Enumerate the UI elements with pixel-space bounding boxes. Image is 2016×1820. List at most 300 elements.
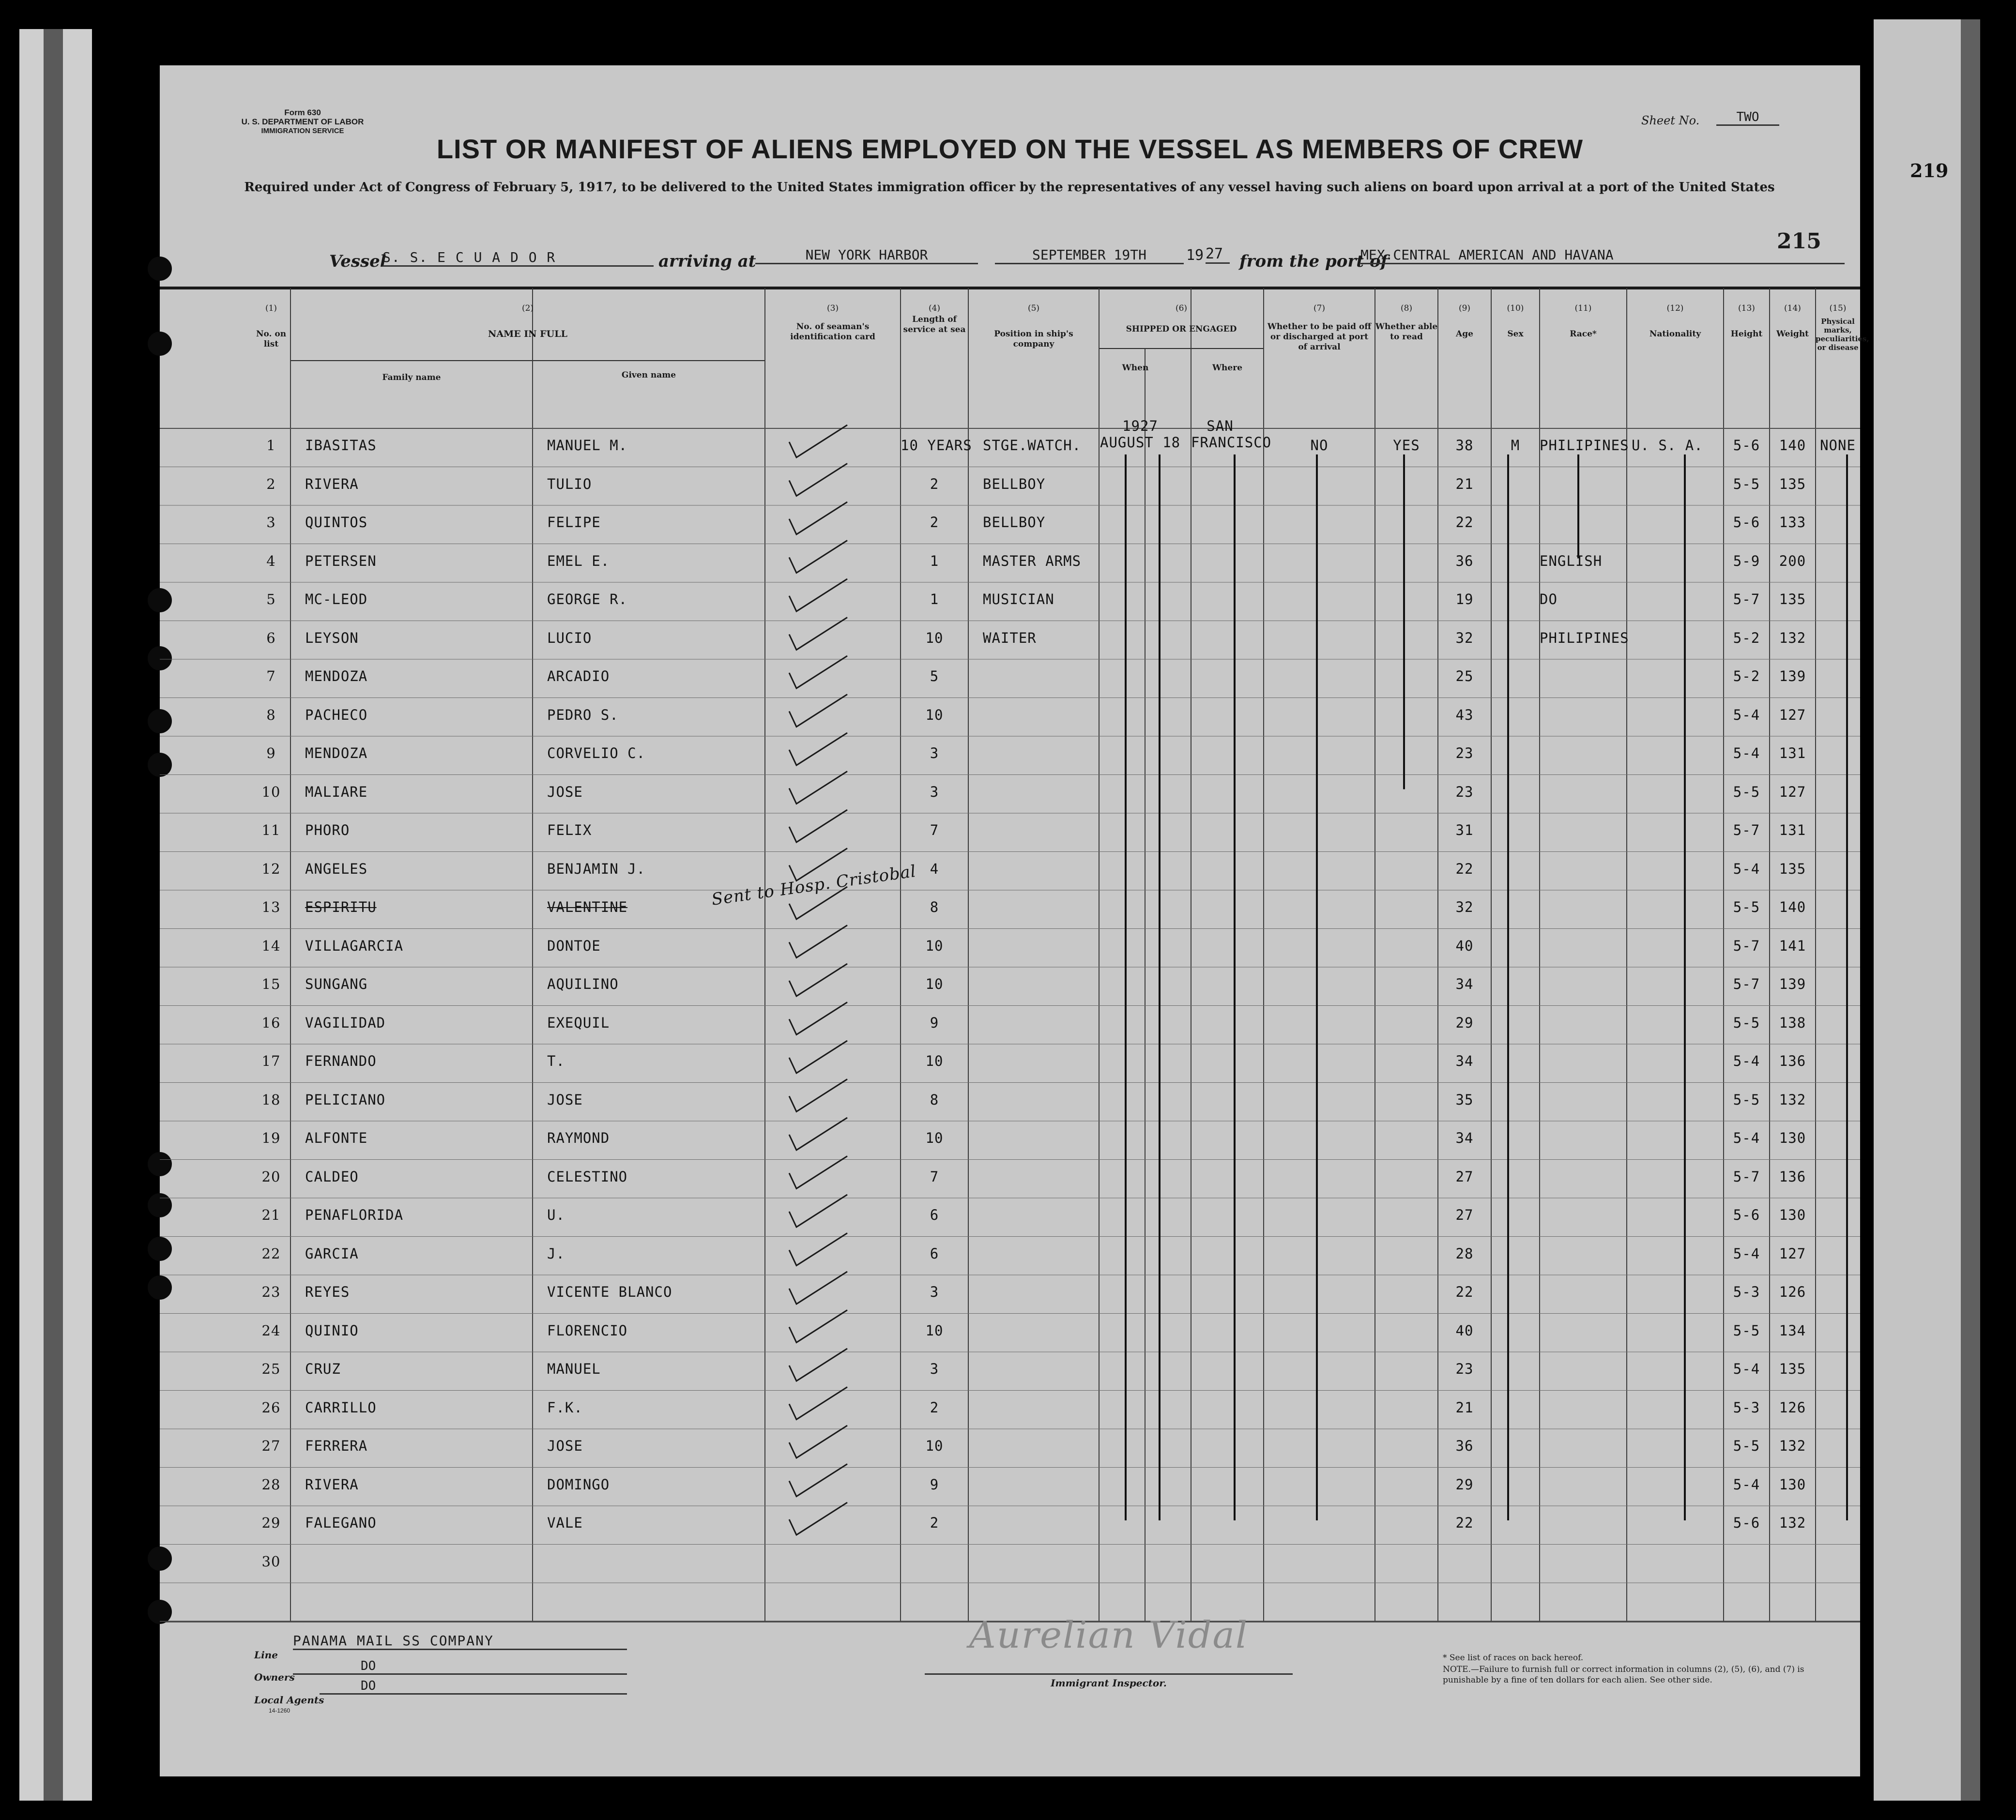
id-card-check-mark (789, 1195, 847, 1227)
cell-weight: 132 (1779, 629, 1806, 646)
cell-given: J. (547, 1245, 565, 1262)
cell-no: 28 (261, 1476, 281, 1493)
cell-given: F.K. (547, 1399, 583, 1416)
cell-service: 3 (930, 745, 939, 761)
id-card-check-mark (789, 1272, 847, 1304)
cell-age: 32 (1455, 899, 1474, 915)
manifest-title: LIST OR MANIFEST OF ALIENS EMPLOYED ON THE VESSEL AS MEMBERS OF CREW (436, 134, 1584, 164)
right-page-edge (1874, 19, 1961, 1801)
left-binding-shadow (44, 29, 63, 1801)
cell-service: 9 (930, 1014, 939, 1031)
cell-age: 22 (1455, 1515, 1474, 1531)
cell-weight: 135 (1779, 1361, 1806, 1377)
vessel-label: Vessel (329, 252, 386, 271)
cell-weight: 133 (1779, 514, 1806, 531)
cell-when-year: 1927 (1122, 418, 1158, 434)
inspector-label: Immigrant Inspector. (1051, 1677, 1167, 1689)
id-card-check-mark (789, 1310, 847, 1343)
cell-family: PHORO (305, 822, 350, 838)
cell-age: 38 (1455, 437, 1474, 454)
cell-family: VILLAGARCIA (305, 937, 404, 954)
col14-number: (14) (1784, 303, 1801, 313)
cell-no: 9 (266, 745, 276, 761)
cell-race: ENGLISH (1540, 552, 1603, 569)
cell-age: 35 (1455, 1091, 1474, 1108)
cell-weight: 135 (1779, 591, 1806, 607)
cell-height: 5-4 (1733, 706, 1760, 723)
cell-weight: 141 (1779, 937, 1806, 954)
cell-age: 28 (1455, 1245, 1474, 1262)
cell-family: REYES (305, 1284, 350, 1300)
cell-height: 5-4 (1733, 745, 1760, 761)
col8-number: (8) (1400, 303, 1413, 313)
cell-height: 5-5 (1733, 1091, 1760, 1108)
cell-weight: 126 (1779, 1399, 1806, 1416)
col15-header: Physical marks, peculiarities, or disease (1816, 317, 1869, 352)
cell-family: PENAFLORIDA (305, 1207, 404, 1223)
cell-nationality: U. S. A. (1632, 437, 1703, 454)
cell-weight: 140 (1779, 899, 1806, 915)
cell-no: 22 (261, 1245, 281, 1262)
cell-position: WAITER (983, 629, 1037, 646)
form-number: Form 630 (284, 108, 321, 117)
cell-service: 10 (925, 1130, 944, 1146)
cell-no: 14 (261, 937, 281, 954)
cell-height: 5-9 (1733, 552, 1760, 569)
cell-given: DONTOE (547, 937, 601, 954)
cell-weight: 200 (1779, 552, 1806, 569)
cell-family: QUINTOS (305, 514, 368, 531)
cell-age: 40 (1455, 937, 1474, 954)
cell-no: 20 (261, 1168, 281, 1185)
cell-no: 26 (261, 1399, 281, 1416)
col9-header: Age (1456, 329, 1473, 339)
cell-age: 32 (1455, 629, 1474, 646)
cell-service: 6 (930, 1245, 939, 1262)
cell-position: MASTER ARMS (983, 552, 1082, 569)
cell-service: 10 (925, 706, 944, 723)
cell-service: 1 (930, 591, 939, 607)
cell-no: 25 (261, 1361, 281, 1377)
cell-position: BELLBOY (983, 514, 1046, 531)
cell-height: 5-5 (1733, 899, 1760, 915)
cell-given: VALENTINE (547, 899, 628, 915)
cell-age: 34 (1455, 1053, 1474, 1069)
cell-no: 12 (261, 860, 281, 877)
cell-height: 5-5 (1733, 1438, 1760, 1454)
cell-weight: 139 (1779, 668, 1806, 684)
cell-weight: 136 (1779, 1053, 1806, 1069)
cell-family: FERNANDO (305, 1053, 377, 1069)
manifest-sheet (160, 65, 1869, 1776)
cell-family: MENDOZA (305, 745, 368, 761)
cell-where-top: SAN (1207, 418, 1234, 434)
col13-header: Height (1730, 329, 1763, 339)
col7-header: Whether to be paid off or discharged at port of arrival (1267, 322, 1372, 352)
cell-age: 21 (1455, 1399, 1474, 1416)
cell-service: 6 (930, 1207, 939, 1223)
cell-service: 2 (930, 475, 939, 492)
cell-given: FELIPE (547, 514, 601, 531)
cell-service: 10 (925, 1438, 944, 1454)
cell-given: CELESTINO (547, 1168, 628, 1185)
cell-height: 5-4 (1733, 1361, 1760, 1377)
cell-weight: 130 (1779, 1476, 1806, 1493)
cell-weight: 132 (1779, 1515, 1806, 1531)
id-card-check-mark (789, 1041, 847, 1073)
col7-number: (7) (1313, 303, 1326, 313)
cell-height: 5-6 (1733, 514, 1760, 531)
cell-weight: 135 (1779, 860, 1806, 877)
id-card-check-mark (789, 1118, 847, 1150)
cell-age: 36 (1455, 552, 1474, 569)
cell-given: JOSE (547, 783, 583, 800)
cell-age: 34 (1455, 976, 1474, 992)
cell-age: 29 (1455, 1014, 1474, 1031)
id-card-check-mark (789, 502, 847, 534)
handwritten-note: Sent to Hosp. Cristobal (710, 861, 917, 910)
id-card-check-mark (789, 579, 847, 611)
cell-weight: 130 (1779, 1207, 1806, 1223)
cell-given: JOSE (547, 1438, 583, 1454)
cell-family: CRUZ (305, 1361, 341, 1377)
col1-header: No. on list (256, 329, 287, 349)
cell-given: PEDRO S. (547, 706, 619, 723)
cell-given: MANUEL (547, 1361, 601, 1377)
cell-service: 10 (925, 629, 944, 646)
cell-given: GEORGE R. (547, 591, 628, 607)
cell-given: LUCIO (547, 629, 592, 646)
cell-sex: M (1511, 437, 1520, 454)
cell-height: 5-7 (1733, 1168, 1760, 1185)
id-card-check-mark (789, 425, 847, 457)
sheet-edge-number: 219 (1910, 160, 1949, 182)
cell-age: 22 (1455, 860, 1474, 877)
cell-weight: 134 (1779, 1322, 1806, 1339)
cell-service: 1 (930, 552, 939, 569)
cell-given: ARCADIO (547, 668, 610, 684)
cell-family: RIVERA (305, 475, 359, 492)
cell-service: 8 (930, 899, 939, 915)
vessel-name: S. S. E C U A D O R (382, 249, 654, 267)
arriving-label: arriving at (658, 252, 756, 271)
col13-number: (13) (1738, 303, 1755, 313)
line-value: PANAMA MAIL SS COMPANY (293, 1633, 627, 1650)
cell-height: 5-7 (1733, 591, 1760, 607)
id-card-check-mark (789, 464, 847, 496)
id-card-check-mark (789, 772, 847, 804)
col12-number: (12) (1666, 303, 1684, 313)
cell-service: 10 (925, 1053, 944, 1069)
cell-weight: 130 (1779, 1130, 1806, 1146)
cell-no: 7 (266, 668, 276, 684)
col11-header: Race* (1570, 329, 1597, 339)
inspector-signature: Aurelian Vidal (969, 1613, 1249, 1656)
cell-age: 25 (1455, 668, 1474, 684)
cell-service: 9 (930, 1476, 939, 1493)
cell-age: 27 (1455, 1207, 1474, 1223)
cell-service: 10 YEARS (901, 437, 972, 454)
cell-age: 27 (1455, 1168, 1474, 1185)
cell-age: 43 (1455, 706, 1474, 723)
cell-service: 10 (925, 976, 944, 992)
col4-number: (4) (928, 303, 941, 313)
cell-race: DO (1540, 591, 1558, 607)
cell-no: 3 (266, 514, 276, 531)
cell-family: CARRILLO (305, 1399, 377, 1416)
cell-weight: 127 (1779, 783, 1806, 800)
cell-weight: 127 (1779, 706, 1806, 723)
cell-family: RIVERA (305, 1476, 359, 1493)
cell-position: MUSICIAN (983, 591, 1054, 607)
col15-number: (15) (1829, 303, 1847, 313)
cell-no: 27 (261, 1438, 281, 1454)
cell-no: 8 (266, 706, 276, 723)
id-card-check-mark (789, 1426, 847, 1458)
id-card-check-mark (789, 1156, 847, 1189)
id-card-check-mark (789, 964, 847, 996)
cell-age: 29 (1455, 1476, 1474, 1493)
cell-no: 15 (261, 976, 281, 992)
where-header: Where (1212, 363, 1243, 373)
id-card-check-mark (789, 1387, 847, 1420)
col10-header: Sex (1507, 329, 1524, 339)
cell-weight: 131 (1779, 822, 1806, 838)
cell-age: 34 (1455, 1130, 1474, 1146)
cell-given: DOMINGO (547, 1476, 610, 1493)
cell-service: 10 (925, 937, 944, 954)
cell-height: 5-5 (1733, 475, 1760, 492)
cell-given: MANUEL M. (547, 437, 628, 454)
col6-header: SHIPPED OR ENGAGED (1126, 324, 1237, 334)
cell-height: 5-4 (1733, 1245, 1760, 1262)
right-binding-shadow (1961, 19, 1980, 1801)
cell-no: 5 (266, 591, 276, 607)
cell-given: T. (547, 1053, 565, 1069)
cell-given: BENJAMIN J. (547, 860, 646, 877)
arrival-date: SEPTEMBER 19TH (995, 247, 1184, 264)
cell-family: VAGILIDAD (305, 1014, 386, 1031)
cell-age: 40 (1455, 1322, 1474, 1339)
local-agents-label: Local Agents (254, 1694, 324, 1706)
col5-header: Position in ship's company (994, 329, 1073, 349)
line-label: Line (254, 1649, 278, 1661)
col2-header: NAME IN FULL (488, 329, 567, 339)
service-name: IMMIGRATION SERVICE (261, 127, 344, 135)
col14-header: Weight (1776, 329, 1809, 339)
id-card-check-mark (789, 1079, 847, 1112)
cell-family: IBASITAS (305, 437, 377, 454)
cell-service: 7 (930, 1168, 939, 1185)
id-card-check-mark (789, 1002, 847, 1035)
sheet-number-value: TWO (1716, 110, 1779, 126)
department-name: U. S. DEPARTMENT OF LABOR (241, 117, 364, 126)
cell-no: 6 (266, 629, 276, 646)
cell-weight: 127 (1779, 1245, 1806, 1262)
family-name-header: Family name (382, 373, 441, 382)
cell-family: GARCIA (305, 1245, 359, 1262)
cell-no: 16 (261, 1014, 281, 1031)
cell-height: 5-2 (1733, 629, 1760, 646)
cell-family: QUINIO (305, 1322, 359, 1339)
cell-family: FERRERA (305, 1438, 368, 1454)
local-agents-value: DO (320, 1679, 627, 1695)
cell-weight: 138 (1779, 1014, 1806, 1031)
cell-no: 17 (261, 1053, 281, 1069)
cell-weight: 135 (1779, 475, 1806, 492)
cell-age: 22 (1455, 1284, 1474, 1300)
cell-height: 5-3 (1733, 1284, 1760, 1300)
id-card-check-mark (789, 1464, 847, 1497)
cell-family: MC-LEOD (305, 591, 368, 607)
cell-given: VALE (547, 1515, 583, 1531)
arrival-year-suffix: 27 (1206, 245, 1230, 264)
cell-weight: 140 (1779, 437, 1806, 454)
owners-value: DO (293, 1659, 627, 1675)
cell-given: FLORENCIO (547, 1322, 628, 1339)
cell-position: BELLBOY (983, 475, 1046, 492)
cell-service: 2 (930, 1399, 939, 1416)
cell-position: STGE.WATCH. (983, 437, 1082, 454)
cell-weight: 132 (1779, 1091, 1806, 1108)
cell-service: 3 (930, 1361, 939, 1377)
cell-family: MALIARE (305, 783, 368, 800)
cell-no: 23 (261, 1284, 281, 1300)
when-header: When (1122, 363, 1149, 373)
cell-no: 18 (261, 1091, 281, 1108)
cell-weight: 126 (1779, 1284, 1806, 1300)
cell-age: 21 (1455, 475, 1474, 492)
id-card-check-mark (789, 733, 847, 765)
cell-age: 23 (1455, 745, 1474, 761)
cell-family: PELICIANO (305, 1091, 386, 1108)
cell-family: SUNGANG (305, 976, 368, 992)
cell-height: 5-6 (1733, 437, 1760, 454)
cell-family: MENDOZA (305, 668, 368, 684)
cell-paid: NO (1310, 437, 1329, 454)
col5-number: (5) (1027, 303, 1040, 313)
cell-family: ALFONTE (305, 1130, 368, 1146)
cell-given: U. (547, 1207, 565, 1223)
cell-height: 5-4 (1733, 1476, 1760, 1493)
cell-weight: 131 (1779, 745, 1806, 761)
cell-height: 5-6 (1733, 1515, 1760, 1531)
from-port: MEX.CENTRAL AMERICAN AND HAVANA (1360, 247, 1845, 264)
cell-race: PHILIPINES (1540, 437, 1629, 454)
col9-number: (9) (1458, 303, 1471, 313)
signature-line (925, 1673, 1293, 1675)
cell-no: 11 (261, 822, 281, 838)
arrival-year-prefix: 19 (1186, 247, 1204, 264)
id-card-check-mark (789, 1502, 847, 1535)
print-code: 14-1260 (269, 1707, 290, 1714)
cell-no: 2 (266, 475, 276, 492)
col11-number: (11) (1574, 303, 1592, 313)
id-card-check-mark (789, 1349, 847, 1381)
cell-age: 19 (1455, 591, 1474, 607)
cell-when: AUGUST 18 (1100, 434, 1181, 451)
cell-family: ESPIRITU (305, 899, 377, 915)
cell-weight: 139 (1779, 976, 1806, 992)
cell-race: PHILIPINES (1540, 629, 1629, 646)
cell-service: 2 (930, 514, 939, 531)
cell-where: FRANCISCO (1191, 434, 1272, 451)
cell-height: 5-7 (1733, 937, 1760, 954)
cell-read: YES (1393, 437, 1420, 454)
col1-number: (1) (265, 303, 277, 313)
cell-no: 24 (261, 1322, 281, 1339)
cell-given: EXEQUIL (547, 1014, 610, 1031)
cell-family: ANGELES (305, 860, 368, 877)
race-footnote: * See list of races on back hereof. (1443, 1653, 1584, 1663)
penalty-note: NOTE.—Failure to furnish full or correct information in columns (2), (5), (6), and (7) is punishable by a fine of ten dollars for each alien. See other side. (1443, 1665, 1804, 1685)
cell-no: 30 (261, 1553, 281, 1570)
cell-service: 2 (930, 1515, 939, 1531)
cell-height: 5-4 (1733, 1130, 1760, 1146)
cell-height: 5-7 (1733, 822, 1760, 838)
cell-no: 29 (261, 1515, 281, 1531)
cell-height: 5-2 (1733, 668, 1760, 684)
col6-number: (6) (1175, 303, 1188, 313)
arrival-port: NEW YORK HARBOR (755, 247, 978, 264)
cell-given: TULIO (547, 475, 592, 492)
owners-label: Owners (254, 1671, 295, 1683)
cell-height: 5-3 (1733, 1399, 1760, 1416)
cell-age: 31 (1455, 822, 1474, 838)
cell-family: LEYSON (305, 629, 359, 646)
id-card-check-mark (789, 541, 847, 573)
cell-height: 5-4 (1733, 1053, 1760, 1069)
cell-age: 22 (1455, 514, 1474, 531)
cell-family: PACHECO (305, 706, 368, 723)
col3-number: (3) (826, 303, 839, 313)
sheet-number-label: Sheet No. (1641, 114, 1700, 127)
cell-given: CORVELIO C. (547, 745, 646, 761)
cell-family: PETERSEN (305, 552, 377, 569)
id-card-check-mark (789, 695, 847, 727)
col4-header: Length of service at sea (903, 315, 966, 334)
col10-number: (10) (1507, 303, 1524, 313)
cell-given: AQUILINO (547, 976, 619, 992)
cell-family: FALEGANO (305, 1515, 377, 1531)
cell-service: 4 (930, 860, 939, 877)
cell-height: 5-6 (1733, 1207, 1760, 1223)
cell-service: 10 (925, 1322, 944, 1339)
cell-height: 5-5 (1733, 1014, 1760, 1031)
cell-no: 4 (266, 552, 276, 569)
cell-service: 3 (930, 783, 939, 800)
from-port-label: from the port of (1239, 252, 1388, 271)
cell-family: CALDEO (305, 1168, 359, 1185)
cell-service: 7 (930, 822, 939, 838)
col8-header: Whether able to read (1375, 322, 1438, 342)
manifest-subtitle: Required under Act of Congress of February 5, 1917, to be delivered to the United States immigration officer by the representatives of any vessel having such aliens on board upon arrival at a port of the United States (244, 180, 1775, 195)
given-name-header: Given name (621, 370, 676, 380)
cell-no: 19 (261, 1130, 281, 1146)
cell-given: EMEL E. (547, 552, 610, 569)
cell-height: 5-5 (1733, 1322, 1760, 1339)
cell-service: 8 (930, 1091, 939, 1108)
col3-header: No. of seaman's identification card (790, 322, 875, 342)
cell-marks: NONE (1820, 437, 1856, 454)
col12-header: Nationality (1649, 329, 1701, 339)
cell-height: 5-5 (1733, 783, 1760, 800)
cell-age: 23 (1455, 783, 1474, 800)
col2-number: (2) (521, 303, 534, 313)
cell-no: 13 (261, 899, 281, 915)
cell-no: 1 (266, 437, 276, 454)
cell-weight: 136 (1779, 1168, 1806, 1185)
